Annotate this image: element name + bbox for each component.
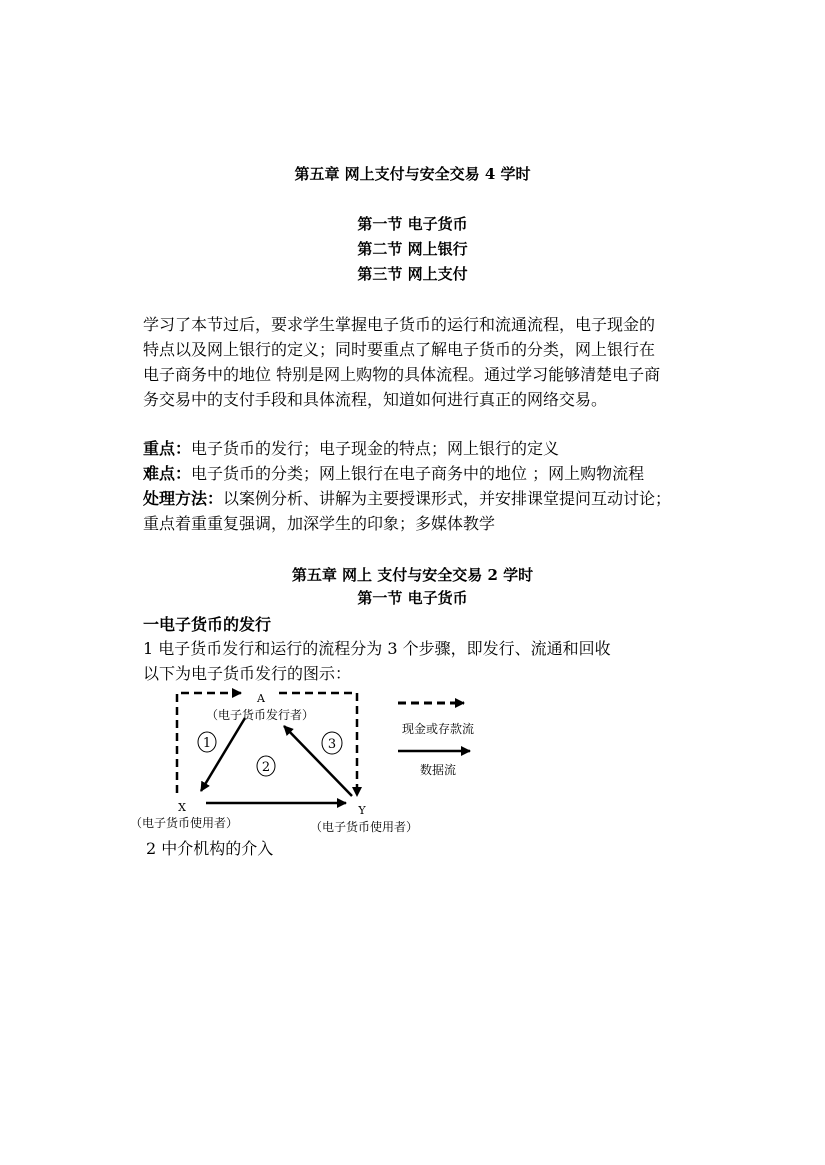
method-line-2: 重点着重重复强调，加深学生的印象；多媒体教学 <box>143 514 496 533</box>
node-y-label: Y <box>358 804 366 817</box>
data-flow-y-to-a <box>284 726 352 796</box>
intro-line: 务交易中的支付手段和具体流程，知道如何进行真正的网络交易。 <box>143 390 608 409</box>
step-3-label: 3 <box>327 737 337 752</box>
step-1-label: 1 <box>202 736 212 751</box>
node-x-desc: （电子货币使用者） <box>129 816 239 830</box>
issue-line-2: 以下为电子货币发行的图示： <box>143 664 352 683</box>
legend-cash-label: 现金或存款流 <box>401 722 475 736</box>
intro-line: 学习了本节过后，要求学生掌握电子货币的运行和流通流程，电子现金的 <box>143 315 656 334</box>
issue-line-1: 1 电子货币发行和运行的流程分为 3 个步骤，即发行、流通和回收 <box>143 639 611 658</box>
node-x-label: X <box>178 801 186 814</box>
legend-data-label: 数据流 <box>419 763 457 777</box>
difficult-point-text: 电子货币的分类；网上银行在电子商务中的地位 ；网上购物流程 <box>191 464 645 483</box>
difficult-point-label: 难点： <box>143 464 192 483</box>
method-label: 处理方法： <box>143 489 224 508</box>
node-a-desc: （电子货币发行者） <box>205 708 315 722</box>
step-2-label: 2 <box>261 760 271 775</box>
key-point-label: 重点： <box>143 439 192 458</box>
method-text: 以案例分析、讲解为主要授课形式，并安排课堂提问互动讨论； <box>223 489 672 508</box>
section-title-3: 第三节 网上支付 <box>357 265 468 283</box>
section-title-electronic-money: 第一节 电子货币 <box>357 589 468 607</box>
issue-heading: 一电子货币的发行 <box>143 615 272 634</box>
data-flow-a-to-x <box>201 718 245 791</box>
intermediary-line: 2 中介机构的介入 <box>146 839 274 858</box>
node-y-desc: （电子货币使用者） <box>309 820 419 834</box>
key-point-text: 电子货币的发行；电子现金的特点；网上银行的定义 <box>191 439 560 458</box>
intro-line: 电子商务中的地位 特别是网上购物的具体流程。通过学习能够清楚电子商 <box>143 365 661 384</box>
section-title-2: 第二节 网上银行 <box>357 240 468 258</box>
chapter-title: 第五章 网上支付与安全交易 4 学时 <box>294 165 531 183</box>
section-title-1: 第一节 电子货币 <box>357 215 468 233</box>
chapter-title-2: 第五章 网上 支付与安全交易 2 学时 <box>291 566 534 584</box>
node-a-label: A <box>257 692 265 705</box>
intro-line: 特点以及网上银行的定义；同时要重点了解电子货币的分类，网上银行在 <box>143 340 656 359</box>
